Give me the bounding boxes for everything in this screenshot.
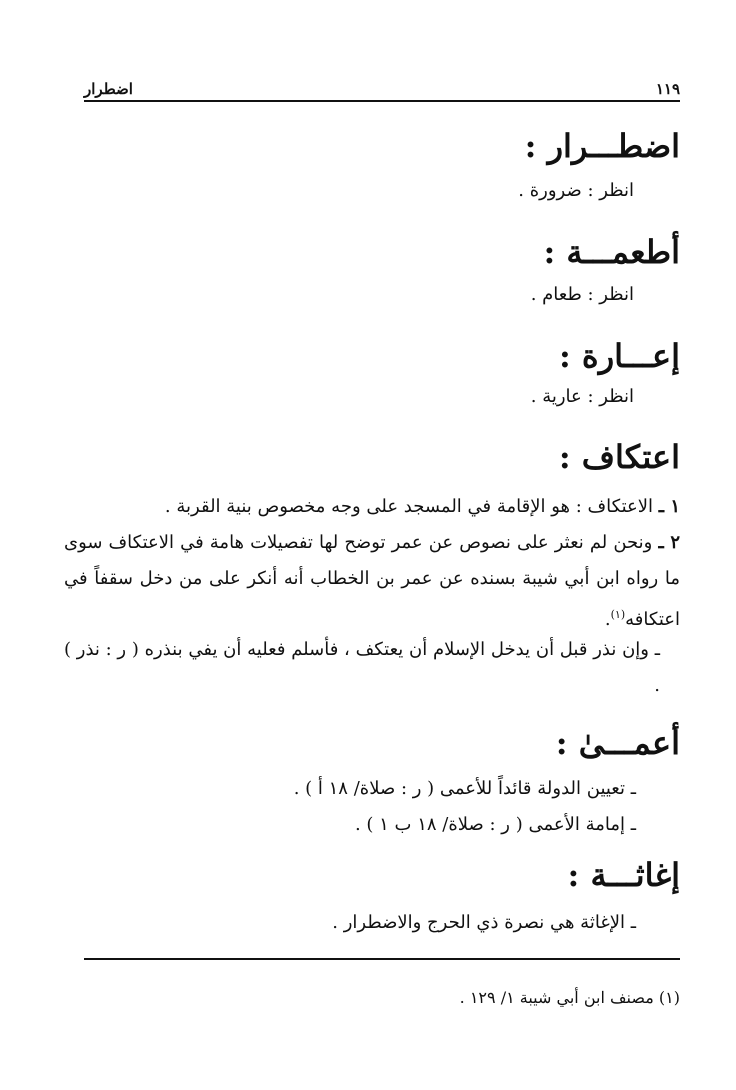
itikaf-note: ـ وإن نذر قبل أن يدخل الإسلام أن يعتكف ، فأسلم فعليه أن يفي بنذره ( ر : نذر ) . bbox=[64, 639, 660, 696]
see-also-atima: انظر : طعام . bbox=[530, 284, 634, 305]
entry-title-ighatha: إغاثـــة : bbox=[567, 856, 680, 894]
see-also-iara: انظر : عارية . bbox=[530, 386, 634, 407]
item-text: الاعتكاف : هو الإقامة في المسجد على وجه مخصوص بنية القربة . bbox=[164, 496, 654, 517]
item-text: ونحن لم نعثر على نصوص عن عمر توضح لها تفصيلات هامة في الاعتكاف سوى ما رواه ابن أبي شيبة بسنده عن عمر بن الخطاب أنه أنكر على من دخل سقفاً في اعتكافه bbox=[64, 532, 680, 630]
running-head bbox=[84, 78, 680, 102]
footnote: (١) مصنف ابن أبي شيبة ١/ ١٢٩ . bbox=[459, 988, 680, 1007]
footnote-divider bbox=[84, 958, 680, 960]
entry-title-iara: إعـــارة : bbox=[558, 337, 680, 375]
ighatha-line-1: ـ الإغاثة هي نصرة ذي الحرج والاضطرار . bbox=[332, 912, 636, 933]
ama-line-1: ـ تعيين الدولة قائداً للأعمى ( ر : صلاة/ ١٨ أ ) . bbox=[293, 778, 636, 799]
item-number: ١ ـ bbox=[658, 496, 680, 517]
itikaf-item-1 bbox=[64, 489, 680, 525]
running-title: اضطرار bbox=[84, 80, 133, 98]
footnote-ref[interactable]: (١) bbox=[610, 608, 626, 621]
entry-title-idtirar: اضطـــرار : bbox=[524, 127, 680, 165]
entry-title-atima: أطعمـــة : bbox=[543, 233, 680, 271]
item-end: . bbox=[604, 609, 611, 630]
entry-title-ama: أعمـــىٰ : bbox=[555, 724, 680, 762]
see-also-idtirar: انظر : ضرورة . bbox=[518, 180, 634, 201]
item-number: ٢ ـ bbox=[658, 532, 681, 553]
ama-line-2: ـ إمامة الأعمى ( ر : صلاة/ ١٨ ب ١ ) . bbox=[354, 814, 636, 835]
entry-title-itikaf: اعتكاف : bbox=[558, 438, 680, 476]
page-number: ١١٩ bbox=[655, 80, 680, 98]
itikaf-item-2 bbox=[64, 525, 680, 638]
